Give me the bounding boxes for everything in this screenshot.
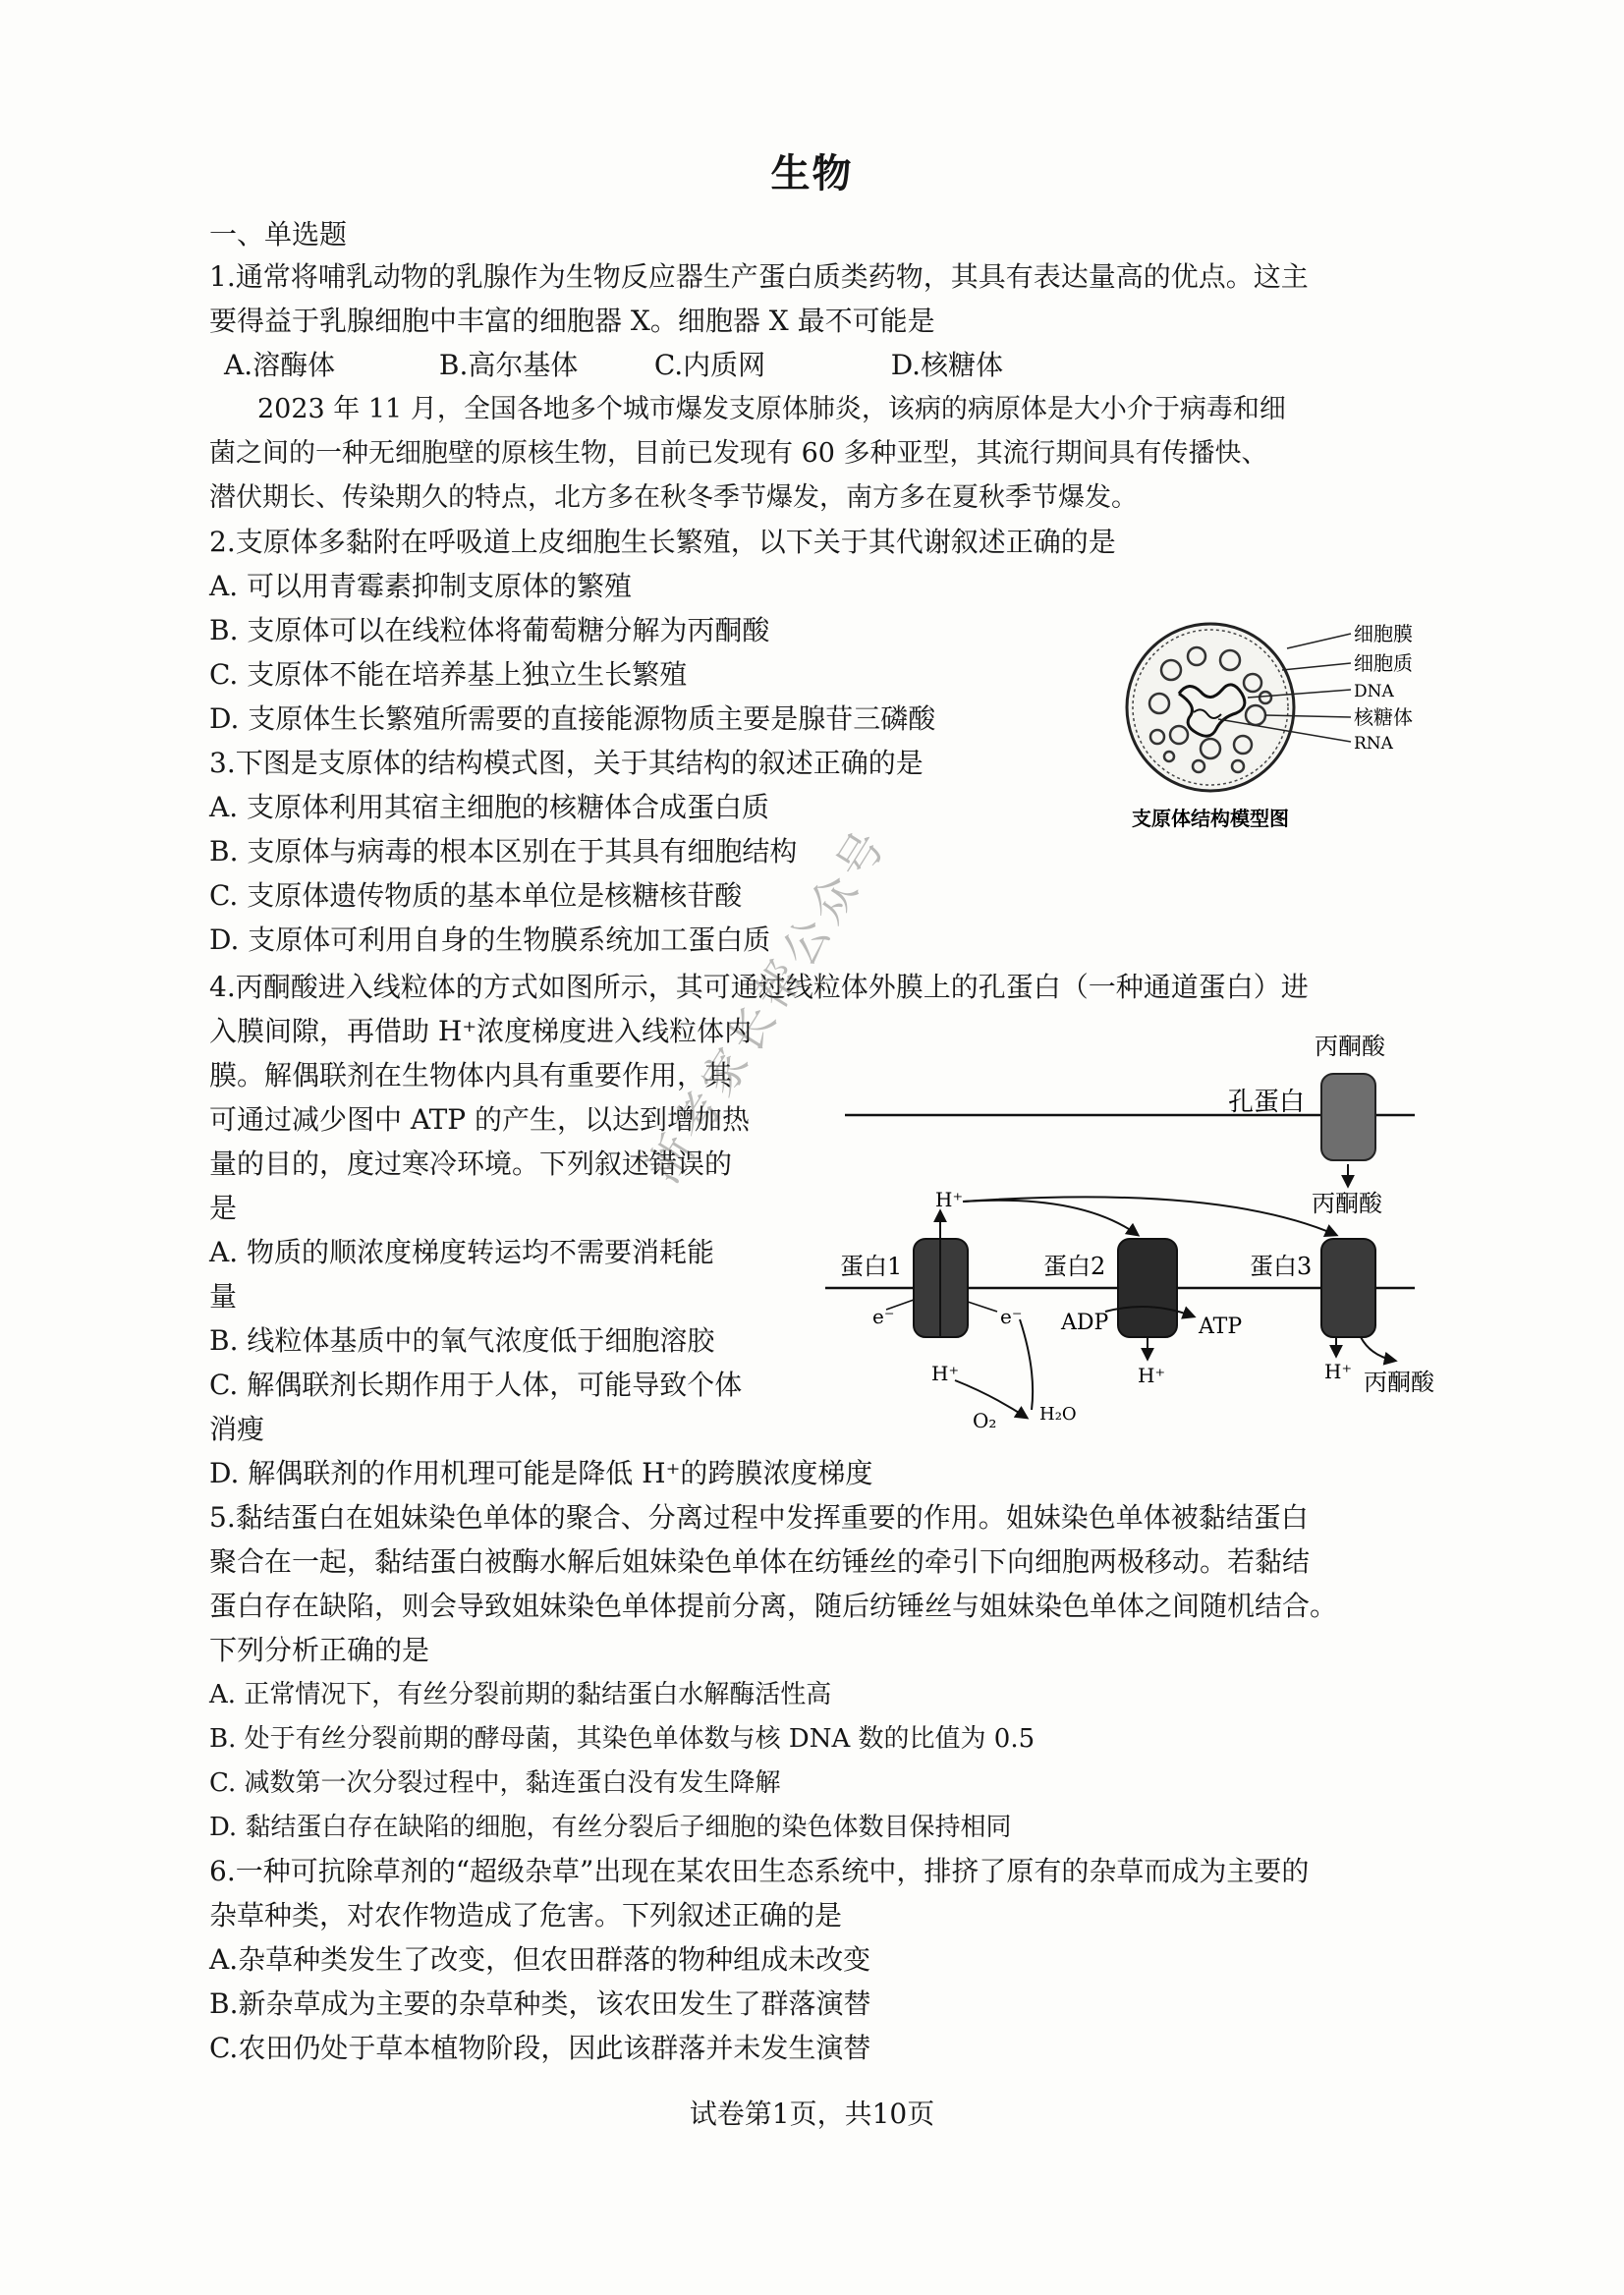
- arrow-h-to-protein3: [963, 1197, 1336, 1235]
- q1-option-b: B.高尔基体: [438, 349, 579, 381]
- q5-stem-line3: 蛋白存在缺陷，则会导致姐妹染色单体提前分离，随后纺锤丝与姐妹染色单体之间随机结合。: [209, 1590, 1338, 1622]
- q5-stem-line2: 聚合在一起，黏结蛋白被酶水解后姐妹染色单体在纺锤丝的牵引下向细胞两极移动。若黏结: [209, 1545, 1311, 1578]
- q6-option-b: B.新杂草成为主要的杂草种类，该农田发生了群落演替: [209, 1987, 871, 2020]
- label-protein-1: 蛋白1: [840, 1253, 903, 1280]
- label-h-plus-top: H⁺: [935, 1188, 963, 1211]
- passage-line1: 2023 年 11 月，全国各地多个城市爆发支原体肺炎，该病的病原体是大小介于病毒和细: [257, 394, 1286, 424]
- figure-caption: 支原体结构模型图: [1132, 807, 1289, 830]
- q1-option-c: C.内质网: [653, 349, 766, 381]
- label-e-minus-1: e⁻: [872, 1305, 895, 1328]
- q6-stem-line1: 6.一种可抗除草剂的“超级杂草”出现在某农田生态系统中，排挤了原有的杂草而成为主要的: [209, 1855, 1310, 1887]
- label-cytoplasm: 细胞质: [1354, 651, 1413, 675]
- arrow-e-to-water: [1020, 1319, 1033, 1410]
- cell-membrane-outline: [1127, 624, 1294, 791]
- arrow-pyruvate-out: [1361, 1337, 1395, 1361]
- q5-option-a: A. 正常情况下，有丝分裂前期的黏结蛋白水解酶活性高: [209, 1680, 832, 1709]
- section-heading: 一、单选题: [209, 218, 348, 251]
- q6-stem-line2: 杂草种类，对农作物造成了危害。下列叙述正确的是: [209, 1899, 843, 1931]
- q1-option-d: D.核糖体: [890, 349, 1004, 381]
- mitochondria-transport-figure: [825, 1017, 1454, 1439]
- label-pyruvate-bottom: 丙酮酸: [1364, 1369, 1434, 1396]
- q3-option-a: A. 支原体利用其宿主细胞的核糖体合成蛋白质: [209, 791, 770, 823]
- q5-stem-line1: 5.黏结蛋白在姐妹染色单体的聚合、分离过程中发挥重要的作用。姐妹染色单体被黏结蛋白: [209, 1501, 1309, 1534]
- porin-protein: [1321, 1074, 1375, 1160]
- page-title: 生物: [770, 151, 854, 196]
- label-dna: DNA: [1354, 682, 1394, 701]
- protein-2: [1118, 1239, 1177, 1337]
- q5-stem-line4: 下列分析正确的是: [209, 1634, 430, 1666]
- q4-stem-line5: 量的目的，度过寒冷环境。下列叙述错误的: [209, 1148, 733, 1180]
- q3-option-b: B. 支原体与病毒的根本区别在于其具有细胞结构: [209, 835, 798, 868]
- q5-option-b: B. 处于有丝分裂前期的酵母菌，其染色单体数与核 DNA 数的比值为 0.5: [209, 1724, 1036, 1754]
- q2-option-a: A. 可以用青霉素抑制支原体的繁殖: [209, 570, 633, 602]
- q2-option-d: D. 支原体生长繁殖所需要的直接能源物质主要是腺苷三磷酸: [209, 702, 936, 735]
- q2-option-c: C. 支原体不能在培养基上独立生长繁殖: [209, 658, 688, 691]
- label-pyruvate-top: 丙酮酸: [1315, 1033, 1385, 1060]
- q3-stem: 3.下图是支原体的结构模式图，关于其结构的叙述正确的是: [209, 747, 924, 779]
- q1-option-a: A.溶酶体: [224, 349, 336, 381]
- label-h-plus-protein2: H⁺: [1138, 1364, 1165, 1387]
- label-pyruvate-mid: 丙酮酸: [1312, 1190, 1382, 1217]
- q4-option-a-line2: 量: [209, 1280, 238, 1313]
- label-h-plus-protein3: H⁺: [1324, 1360, 1352, 1383]
- label-e-minus-2: e⁻: [1000, 1305, 1023, 1328]
- watermark: 浙考家长帮公众号: [636, 816, 898, 1193]
- protein-3: [1321, 1239, 1375, 1337]
- q6-option-c: C.农田仍处于草本植物阶段，因此该群落并未发生演替: [209, 2032, 871, 2064]
- q4-stem-line1: 4.丙酮酸进入线粒体的方式如图所示，其可通过线粒体外膜上的孔蛋白（一种通道蛋白）进: [209, 971, 1309, 1003]
- q4-option-a-line1: A. 物质的顺浓度梯度转运均不需要消耗能: [209, 1236, 715, 1268]
- label-rna: RNA: [1354, 734, 1393, 754]
- q3-option-d: D. 支原体可利用自身的生物膜系统加工蛋白质: [209, 924, 771, 956]
- q1-stem-line1: 1.通常将哺乳动物的乳腺作为生物反应器生产蛋白质类药物，其具有表达量高的优点。这主: [209, 260, 1309, 293]
- mycoplasma-structure-figure: [1100, 609, 1425, 835]
- q2-option-b: B. 支原体可以在线粒体将葡萄糖分解为丙酮酸: [209, 614, 770, 646]
- q4-stem-line6: 是: [209, 1192, 238, 1224]
- q1-options: [224, 349, 1003, 382]
- q4-stem-line2: 入膜间隙，再借助 H⁺浓度梯度进入线粒体内: [209, 1015, 753, 1047]
- label-h2o: H₂O: [1039, 1404, 1077, 1425]
- page-footer: 试卷第1页，共10页: [689, 2098, 935, 2130]
- q4-option-c-line1: C. 解偶联剂长期作用于人体，可能导致个体: [209, 1369, 743, 1401]
- label-protein-3: 蛋白3: [1250, 1253, 1313, 1280]
- label-protein-2: 蛋白2: [1043, 1253, 1106, 1280]
- label-ribosome: 核糖体: [1354, 705, 1413, 729]
- label-porin: 孔蛋白: [1228, 1088, 1306, 1117]
- q2-stem: 2.支原体多黏附在呼吸道上皮细胞生长繁殖，以下关于其代谢叙述正确的是: [209, 526, 1116, 558]
- label-o2: O₂: [973, 1409, 997, 1432]
- q4-option-b: B. 线粒体基质中的氧气浓度低于细胞溶胶: [209, 1324, 715, 1357]
- passage-line2: 菌之间的一种无细胞壁的原核生物，目前已发现有 60 多种亚型，其流行期间具有传播快、: [209, 438, 1268, 469]
- arrow-h-to-protein2: [963, 1201, 1138, 1235]
- q4-option-d: D. 解偶联剂的作用机理可能是降低 H⁺的跨膜浓度梯度: [209, 1457, 873, 1489]
- q6-option-a: A.杂草种类发生了改变，但农田群落的物种组成未改变: [209, 1943, 871, 1976]
- q5-option-d: D. 黏结蛋白存在缺陷的细胞，有丝分裂后子细胞的染色体数目保持相同: [209, 1813, 1012, 1842]
- q1-stem-line2: 要得益于乳腺细胞中丰富的细胞器 X。细胞器 X 最不可能是: [209, 305, 935, 337]
- q3-option-c: C. 支原体遗传物质的基本单位是核糖核苷酸: [209, 879, 743, 912]
- label-h-plus-bottom-left: H⁺: [931, 1362, 959, 1385]
- label-atp: ATP: [1199, 1315, 1243, 1339]
- arrow-e-out: [968, 1302, 997, 1312]
- q4-stem-line3: 膜。解偶联剂在生物体内具有重要作用，其: [209, 1059, 733, 1092]
- label-adp: ADP: [1061, 1311, 1109, 1335]
- q5-option-c: C. 减数第一次分裂过程中，黏连蛋白没有发生降解: [209, 1768, 781, 1798]
- passage-line3: 潜伏期长、传染期久的特点，北方多在秋冬季节爆发，南方多在夏秋季节爆发。: [209, 482, 1138, 513]
- q4-stem-line4: 可通过减少图中 ATP 的产生，以达到增加热: [209, 1103, 751, 1136]
- q4-option-c-line2: 消瘦: [209, 1413, 265, 1445]
- label-cell-membrane: 细胞膜: [1354, 622, 1413, 645]
